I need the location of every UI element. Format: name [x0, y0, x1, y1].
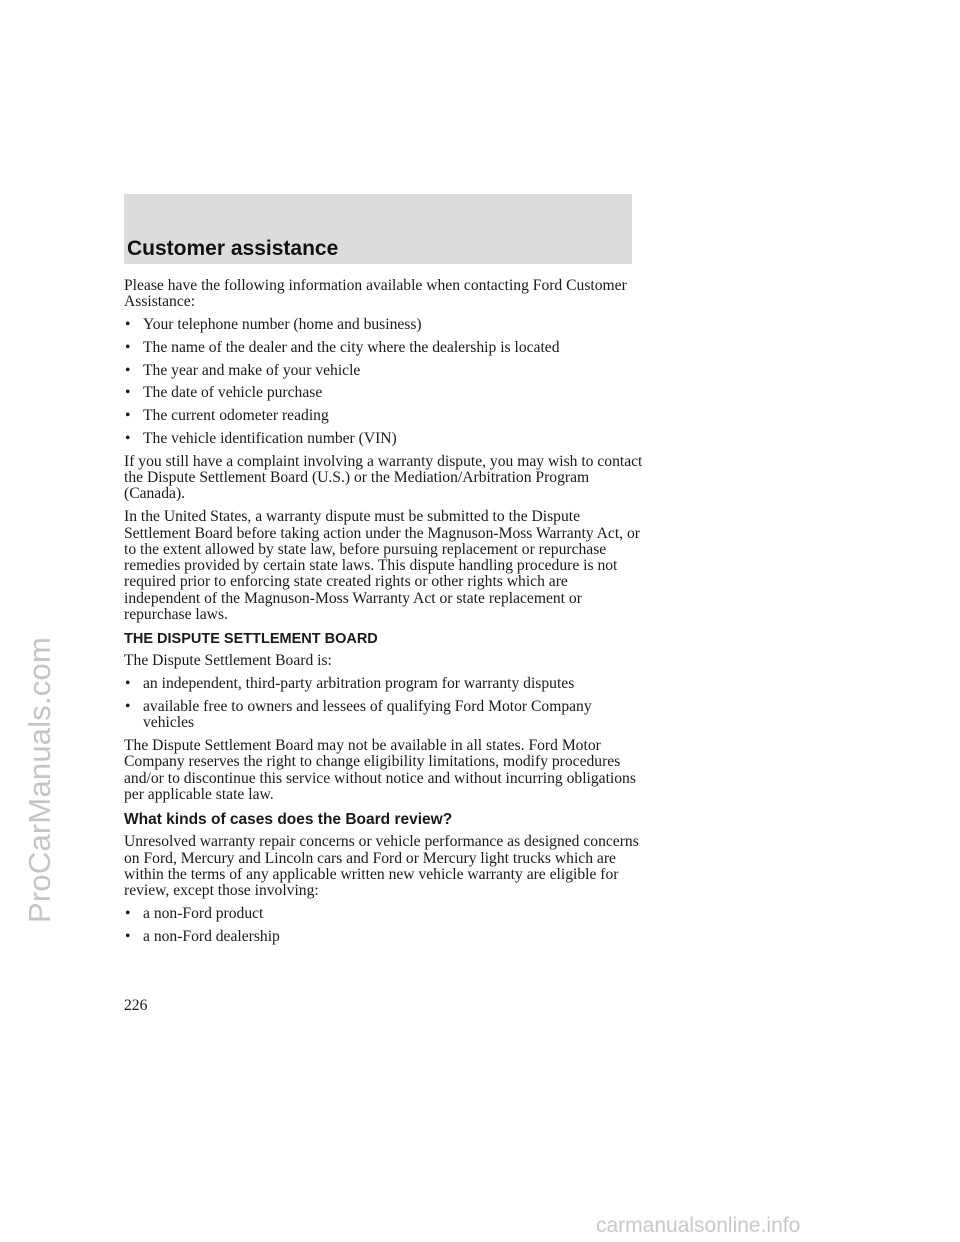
bullet-icon: •: [125, 904, 131, 922]
bullet-icon: •: [125, 407, 131, 425]
list-item: • The date of vehicle purchase: [125, 384, 323, 402]
bullet-icon: •: [125, 430, 131, 448]
list-item: • a non-Ford dealership: [125, 927, 280, 945]
list-item: • The current odometer reading: [125, 407, 329, 425]
list-item: • The name of the dealer and the city where the dealership is located: [125, 338, 560, 356]
info-list: [124, 317, 644, 447]
section-title: Customer assistance: [127, 237, 339, 260]
list-item: • The year and make of your vehicle: [125, 361, 361, 379]
board-heading: THE DISPUTE SETTLEMENT BOARD: [124, 631, 378, 648]
bullet-icon: •: [125, 361, 131, 379]
cases-list: [124, 906, 644, 945]
side-watermark: [0, 0, 60, 1242]
list-item: • available free to owners and lessees of qualifying Ford Motor Company vehicles: [125, 697, 592, 732]
bullet-icon: •: [125, 316, 131, 334]
bullet-icon: •: [125, 338, 131, 356]
list-item: • Your telephone number (home and business): [125, 316, 422, 334]
cases-heading: What kinds of cases does the Board review?: [124, 811, 453, 829]
page-number: 226: [124, 997, 148, 1014]
bullet-icon: •: [125, 675, 131, 693]
complaint-paragraph: If you still have a complaint involving a warranty dispute, you may wish to contact the Dispute Settlement Board (U.S.) or the Mediation/Arbitration Program (Canada).: [124, 452, 643, 503]
page-content: [124, 278, 644, 952]
board-availability: The Dispute Settlement Board may not be available in all states. Ford Motor Company reserves the right to change eligibility limitations, modify procedures and/or to discontinue this service without notice and without incurring obligations per applicable state law.: [124, 737, 636, 803]
bullet-icon: •: [125, 697, 131, 715]
section-header-band: [124, 194, 632, 264]
us-paragraph: In the United States, a warranty dispute must be submitted to the Dispute Settlement Board before taking action under the Magnuson-Moss Warranty Act, or to the extent allowed by state law, before pursuing replacement or repurchase remedies provided by certain state laws. This dispute handling procedure is not required prior to enforcing state created rights or other rights which are independent of the Magnuson-Moss Warranty Act or state replacement or repurchase laws.: [124, 508, 640, 624]
board-intro: The Dispute Settlement Board is:: [124, 652, 332, 670]
list-item: • a non-Ford product: [125, 904, 264, 922]
list-item: • an independent, third-party arbitration program for warranty disputes: [125, 675, 575, 693]
intro-paragraph: Please have the following information available when contacting Ford Customer Assistance:: [124, 277, 627, 311]
side-watermark-text: ProCarManuals.com: [22, 637, 57, 923]
bullet-icon: •: [125, 384, 131, 402]
cases-paragraph: Unresolved warranty repair concerns or vehicle performance as designed concerns on Ford, Mercury and Lincoln cars and Ford or Mercury light trucks which are within the terms of any applicable written new vehicle warranty are eligible for review, except those involving:: [124, 833, 639, 900]
list-item: • The vehicle identification number (VIN): [125, 430, 397, 448]
footer-watermark: carmanualsonline.info: [596, 1214, 801, 1237]
bullet-icon: •: [125, 927, 131, 945]
board-list: [124, 676, 644, 731]
